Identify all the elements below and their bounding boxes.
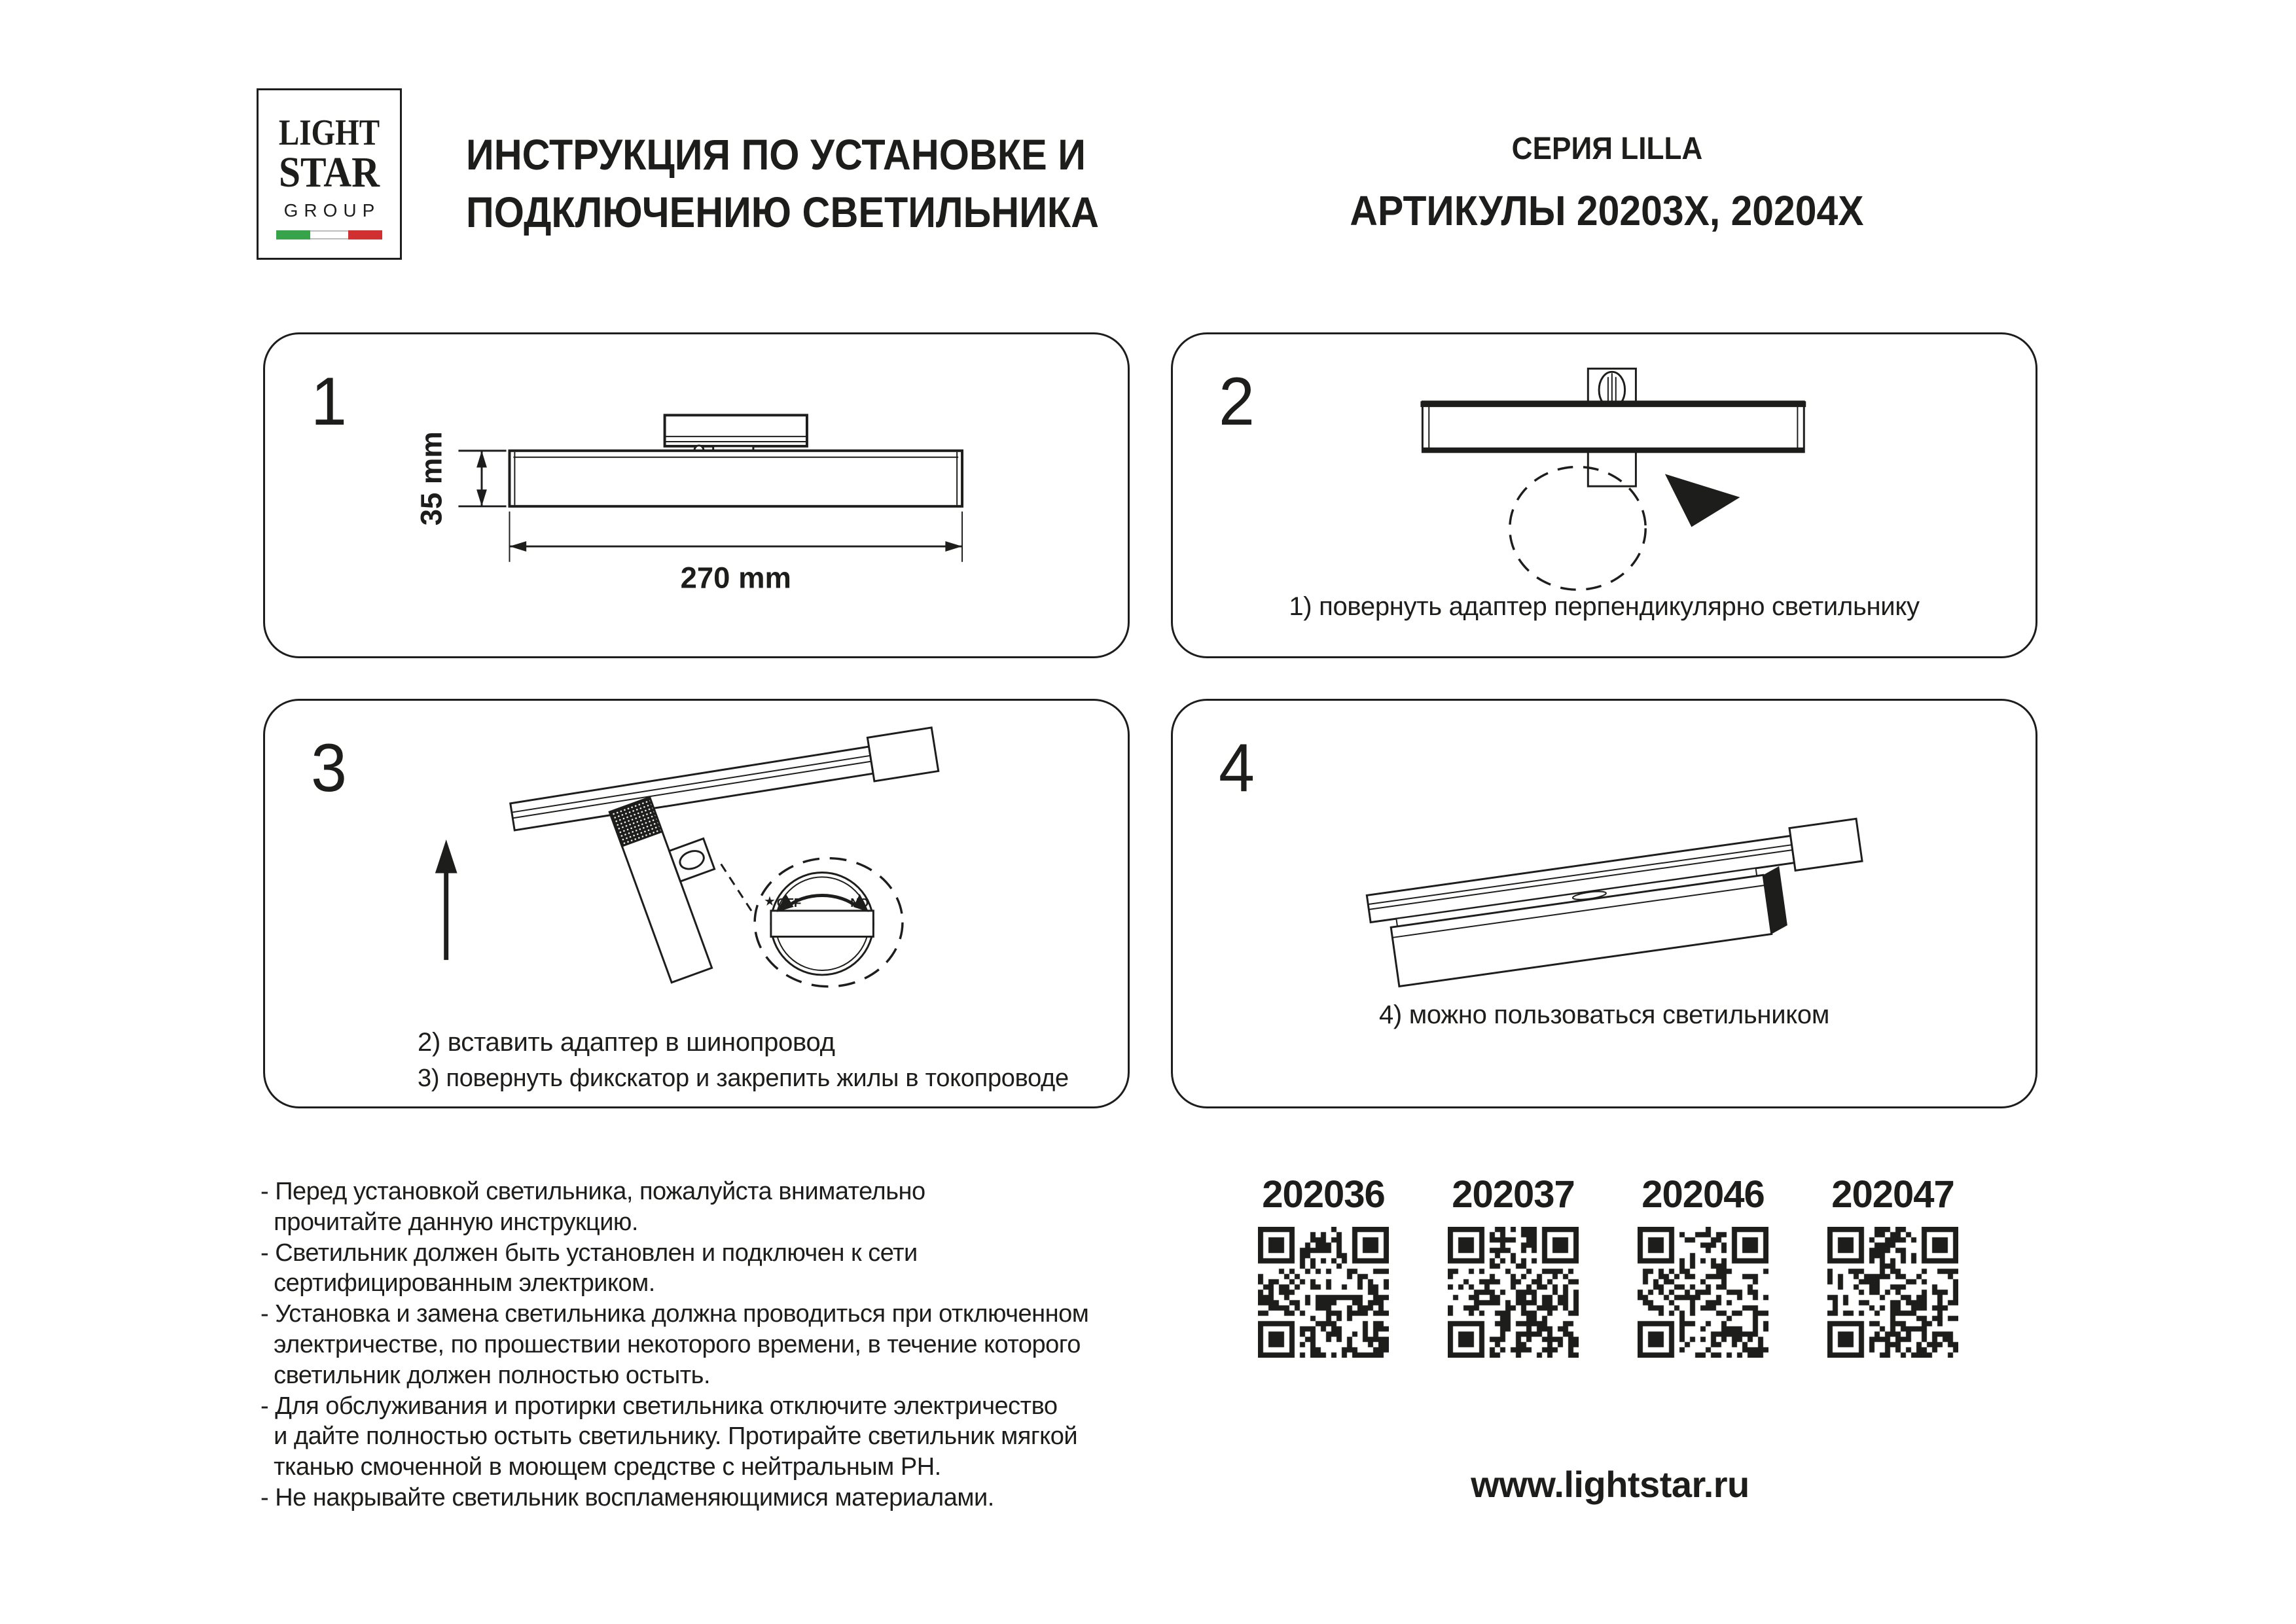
flag-white-segment (310, 230, 348, 239)
flag-green-segment (276, 230, 310, 239)
width-dimension (509, 512, 962, 562)
article-number: 202046 (1641, 1173, 1765, 1216)
flag-red-segment (348, 230, 382, 239)
warning-line: - Установка и замена светильника должна проводиться при отключенном (260, 1300, 1089, 1328)
step-3-caption-line2: 3) повернуть фикскатор и закрепить жилы в токопроводе (418, 1065, 1069, 1092)
series-header (1302, 131, 1911, 235)
dial-off-label: OFF (776, 895, 802, 909)
step-4-panel (1171, 699, 2037, 1108)
insert-up-arrow-icon (435, 839, 457, 960)
page-title-line2: ПОДКЛЮЧЕНИЮ СВЕТИЛЬНИКА (466, 188, 1100, 236)
italian-flag-icon (276, 230, 382, 239)
warning-line: прочитайте данную инструкцию. (260, 1208, 638, 1236)
warning-line: сертифицированным электриком. (260, 1269, 655, 1297)
lightstar-logo (257, 88, 402, 260)
qr-code (1258, 1227, 1389, 1358)
step-2-panel (1171, 332, 2037, 658)
star-icon: ★ (764, 894, 776, 909)
rotate-adapter-drawing (1420, 368, 1806, 590)
fixture-dimension-drawing (458, 415, 962, 561)
rotation-arrow-icon (1665, 474, 1740, 527)
detail-leader-line (721, 864, 755, 916)
warning-line: светильник должен полностью остыть. (260, 1361, 711, 1389)
step-4-caption: 4) можно пользоваться светильником (1378, 1000, 1830, 1029)
track-end-connector (1789, 819, 1862, 870)
warning-line: - Перед установкой светильника, пожалуйста внимательно (260, 1178, 925, 1205)
qr-block-2 (1448, 1173, 1579, 1361)
height-dimension (458, 451, 506, 506)
logo-star-text: STAR (278, 149, 380, 196)
safety-warnings-list (260, 1176, 1088, 1513)
article-number: 202037 (1452, 1173, 1575, 1216)
warning-line: - Для обслуживания и протирки светильника отключите электричество (260, 1392, 1058, 1420)
page-title-line1: ИНСТРУКЦИЯ ПО УСТАНОВКЕ И (466, 130, 1086, 179)
adapter-body (609, 785, 745, 983)
page-title (466, 126, 1099, 241)
qr-code (1448, 1227, 1579, 1358)
mounted-fixture-drawing (1366, 819, 1871, 989)
step-1-diagram (265, 334, 1128, 656)
warning-line: - Светильник должен быть установлен и подключен к сети (260, 1239, 918, 1267)
step-1-panel (263, 332, 1130, 658)
warning-line: и дайте полностью остыть светильнику. Протирайте светильник мягкой (260, 1422, 1078, 1451)
series-name: СЕРИЯ LILLA (1511, 132, 1702, 166)
article-number: 202047 (1831, 1173, 1954, 1216)
step-3-panel (263, 699, 1130, 1108)
qr-block-1 (1258, 1173, 1389, 1361)
website-url: www.lightstar.ru (1471, 1464, 1749, 1505)
fixture-body-top-view (1422, 402, 1804, 452)
step-2-caption: 1) повернуть адаптер перпендикулярно светильнику (1289, 592, 1920, 621)
track-rail (509, 728, 939, 838)
articles-list: АРТИКУЛЫ 20203X, 20204X (1350, 187, 1864, 234)
article-number: 202036 (1262, 1173, 1385, 1216)
qr-code (1638, 1227, 1768, 1358)
width-dimension-label: 270 mm (680, 561, 791, 595)
track-end-connector (867, 728, 938, 781)
logo-group-text: GROUP (283, 200, 381, 221)
warning-line: - Не накрывайте светильник воспламеняющимися материалами. (260, 1483, 994, 1511)
warning-line: электричестве, по прошествии некоторого времени, в течение которого (260, 1330, 1081, 1358)
fixator-slot (771, 911, 873, 937)
step-3-caption-line1: 2) вставить адаптер в шинопровод (418, 1028, 835, 1057)
logo-light-text: LIGHT (278, 113, 380, 153)
step-2-number: 2 (1219, 364, 1255, 440)
step-3-number: 3 (311, 730, 347, 806)
qr-block-3 (1638, 1173, 1768, 1361)
step-1-number: 1 (311, 364, 347, 440)
step-4-number: 4 (1219, 730, 1255, 806)
fixture-body (509, 451, 962, 506)
qr-block-4 (1827, 1173, 1958, 1361)
height-dimension-label: 35 mm (414, 431, 448, 526)
fixator-detail-view (755, 858, 903, 987)
dial-on-label: NO (850, 895, 869, 909)
warning-line: тканью смоченной в моющем средстве с нейтральным PH. (260, 1453, 941, 1481)
step-4-diagram (1173, 701, 2036, 1106)
qr-code (1827, 1227, 1958, 1358)
